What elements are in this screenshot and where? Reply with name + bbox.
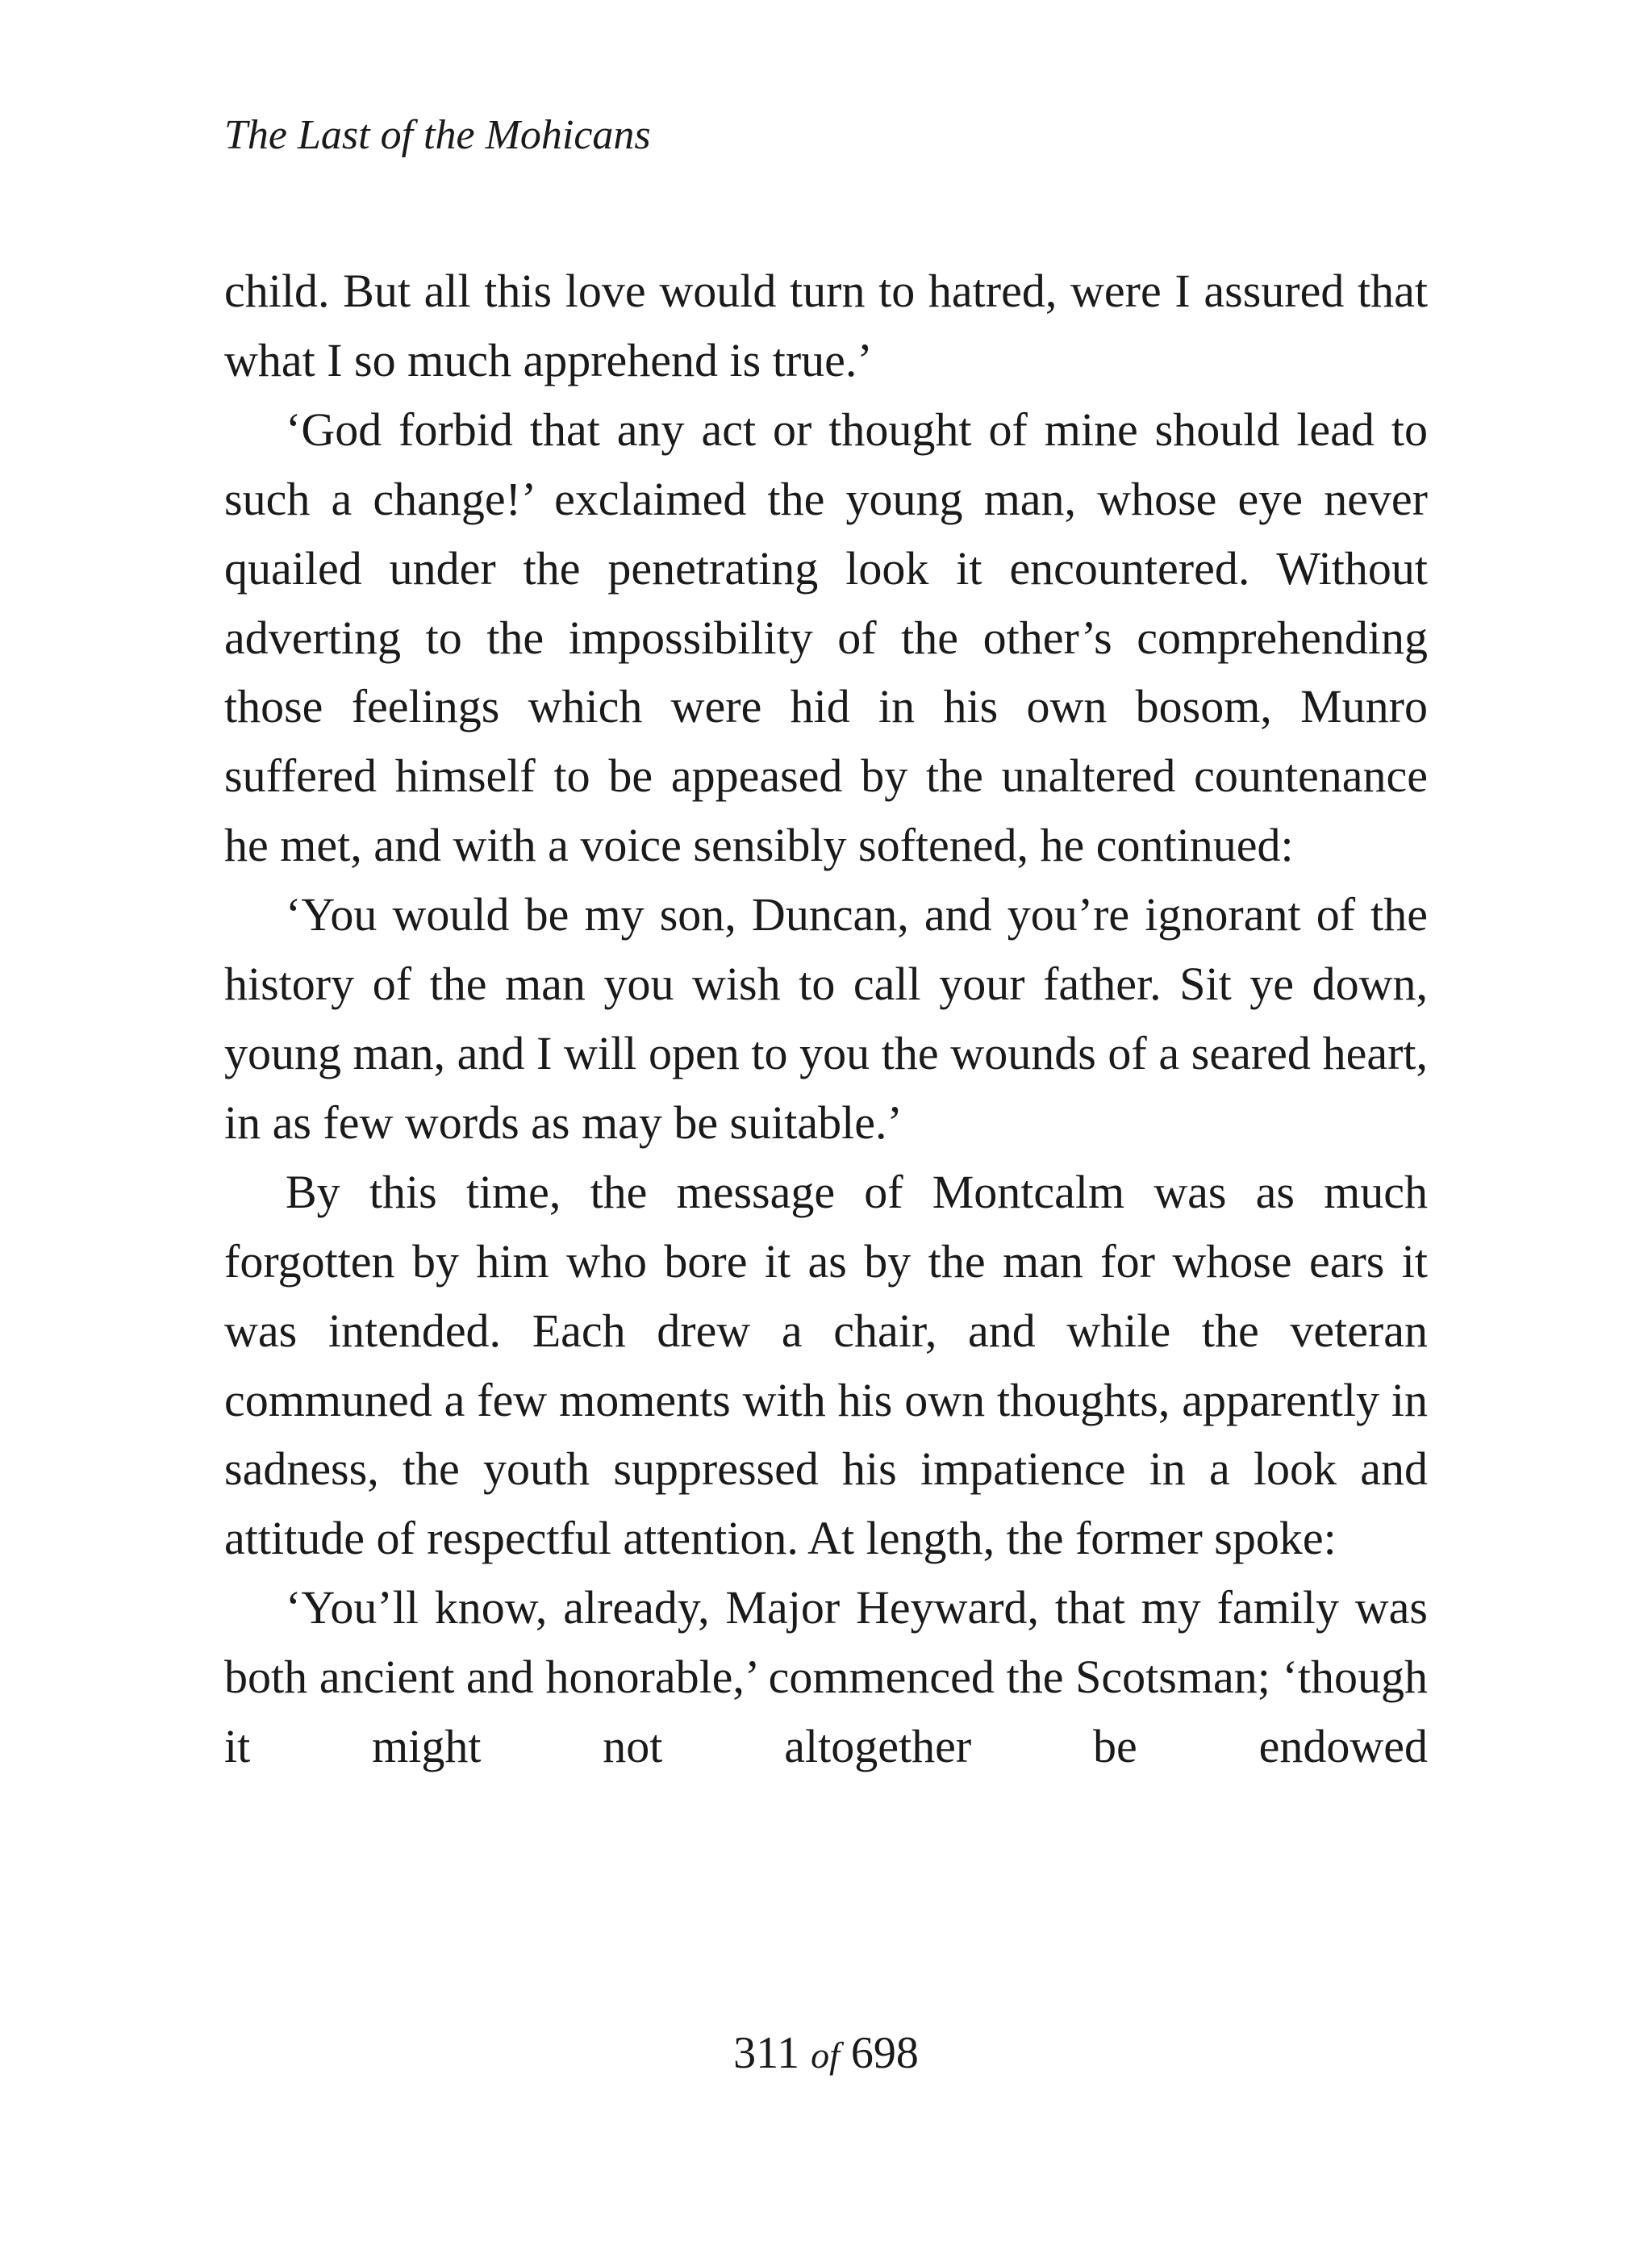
paragraph-3: ‘You would be my son, Duncan, and you’re ignorant of the history of the man you wish to call your father. Sit ye down, young man, and I will open to you the wounds of a seared heart, in as few words as may be suitable.’ [224, 888, 1428, 1149]
paragraph-2: ‘God forbid that any act or thought of mine should lead to such a change!’ exclaimed the young man, whose eye never quailed under the penetrating look it encountered. Without adverting to the impossibility of the other’s comprehending those feelings which were hid in his own bosom, Munro suffered himself to be appeased by the unaltered countenance he met, and with a voice sensibly softened, he continued: [224, 403, 1428, 872]
page-number-current: 311 [733, 2028, 800, 2078]
body-text [224, 257, 1428, 1781]
page-number [0, 2021, 1652, 2088]
paragraph-1: child. But all this love would turn to hatred, were I assured that what I so much apprehend is true.’ [224, 265, 1428, 386]
paragraph-5: ‘You’ll know, already, Major Heyward, that my family was both ancient and honorable,’ commenced the Scotsman; ‘though it might not altogether be endowed [224, 1581, 1428, 1773]
page-number-total: 698 [850, 2028, 919, 2078]
page-number-of: of [811, 2035, 840, 2076]
paragraph-4: By this time, the message of Montcalm was as much forgotten by him who bore it as by the man for whose ears it was intended. Each drew a chair, and while the veteran communed a few moments with his own thoughts, apparently in sadness, the youth suppressed his impatience in a look and attitude of respectful attention. At length, the former spoke: [224, 1165, 1428, 1565]
running-head-title: The Last of the Mohicans [224, 112, 651, 158]
